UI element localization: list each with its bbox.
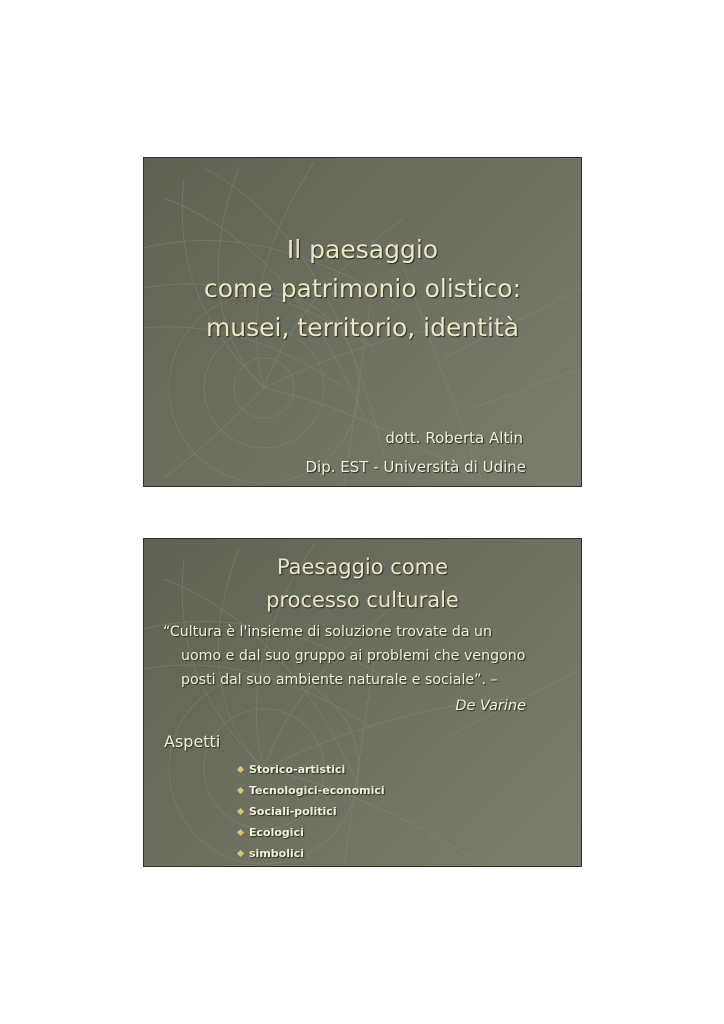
list-item [238, 822, 385, 843]
title-line-3: musei, territorio, identità [205, 313, 520, 342]
aspetti-list [238, 759, 385, 864]
list-item [238, 843, 385, 864]
author-affiliation: Dip. EST - Università di Udine [305, 458, 526, 476]
title-line-1: Paesaggio come [276, 555, 449, 579]
list-item [238, 801, 385, 822]
list-item-label: Sociali-politici [249, 805, 337, 818]
diamond-bullet-icon [237, 808, 244, 815]
title-line-2: come patrimonio olistico: [203, 274, 522, 303]
slide-title [143, 157, 582, 487]
title-line-1: Il paesaggio [286, 235, 439, 264]
diamond-bullet-icon [237, 766, 244, 773]
list-item-label: Ecologici [249, 826, 304, 839]
title-line-2: processo culturale [266, 588, 459, 612]
diamond-bullet-icon [237, 850, 244, 857]
list-item [238, 759, 385, 780]
quote-line-2: uomo e dal suo gruppo ai problemi che vengono [181, 648, 526, 664]
slide-title-text [144, 230, 581, 347]
quote-line-1: “Cultura è l'insieme di soluzione trovate da un [163, 624, 493, 640]
slide-title-text [144, 551, 581, 617]
author-name: dott. Roberta Altin [385, 429, 523, 447]
slide-cultural-process [143, 538, 582, 867]
list-item [238, 780, 385, 801]
diamond-bullet-icon [237, 787, 244, 794]
diamond-bullet-icon [237, 829, 244, 836]
quote-line-3: posti dal suo ambiente naturale e sociale”. – [181, 672, 498, 688]
list-item-label: simbolici [249, 847, 305, 860]
list-item-label: Tecnologici-economici [249, 784, 385, 797]
list-item-label: Storico-artistici [249, 763, 346, 776]
quote-author: De Varine [455, 698, 526, 714]
quote-text [163, 620, 525, 692]
aspetti-heading: Aspetti [164, 732, 221, 751]
